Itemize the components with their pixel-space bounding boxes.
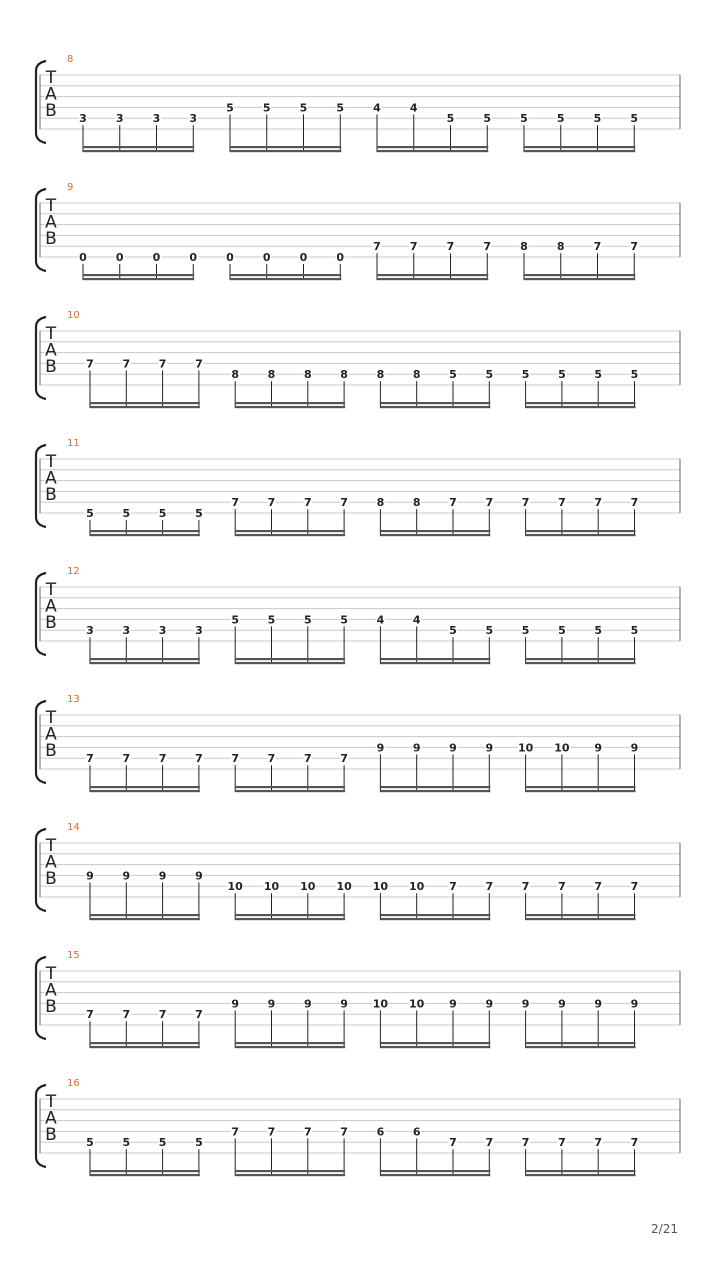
fret-number: 3: [152, 112, 161, 126]
fret-number: 5: [630, 368, 639, 382]
tab-system: [36, 310, 680, 408]
beam-secondary: [90, 406, 200, 408]
fret-number: 5: [340, 613, 348, 627]
beam-primary: [526, 658, 636, 660]
fret-number: 7: [558, 1136, 566, 1150]
fret-number: 8: [231, 368, 240, 382]
tab-clef-letter: T: [45, 964, 57, 984]
beam-primary: [380, 1170, 490, 1172]
fret-number: 4: [376, 613, 385, 627]
fret-number: 10: [409, 880, 425, 894]
measure-number: 8: [67, 54, 74, 65]
fret-number: 0: [152, 251, 161, 264]
fret-number: 8: [412, 368, 421, 382]
fret-number: 9: [485, 997, 494, 1011]
beam-primary: [526, 914, 636, 916]
fret-number: 9: [449, 741, 457, 755]
beam-primary: [235, 1042, 345, 1044]
fret-number: 10: [300, 880, 316, 894]
beam-secondary: [526, 1174, 636, 1176]
beam-secondary: [235, 662, 345, 664]
fret-number: 0: [336, 251, 345, 264]
beam-primary: [235, 786, 345, 788]
beam-primary: [235, 402, 345, 404]
fret-number: 9: [558, 997, 566, 1011]
fret-number: 5: [158, 507, 167, 520]
beam-secondary: [90, 918, 200, 920]
fret-number: 7: [409, 240, 418, 254]
beam-secondary: [526, 406, 636, 408]
beam-primary: [230, 146, 341, 148]
beam-primary: [90, 530, 200, 532]
fret-number: 10: [227, 880, 243, 894]
fret-number: 9: [303, 997, 312, 1011]
tab-clef-letter: B: [45, 869, 57, 889]
fret-number: 0: [299, 251, 308, 264]
fret-number: 7: [594, 1136, 603, 1150]
tab-clef-letter: B: [45, 741, 57, 761]
tab-clef-letter: A: [45, 212, 57, 233]
fret-number: 5: [594, 368, 603, 382]
beam-secondary: [230, 278, 341, 280]
fret-number: 5: [630, 112, 639, 126]
fret-number: 10: [263, 880, 280, 894]
beam-secondary: [90, 534, 200, 536]
beam-primary: [380, 402, 490, 404]
beam-primary: [90, 402, 200, 404]
fret-number: 8: [412, 496, 421, 510]
measure-number: 11: [67, 438, 80, 449]
beam-secondary: [235, 918, 345, 920]
tab-clef-letter: B: [45, 101, 57, 121]
fret-number: 8: [303, 368, 312, 382]
beam-primary: [526, 1042, 636, 1044]
fret-number: 5: [122, 507, 131, 520]
fret-number: 5: [483, 112, 492, 126]
fret-number: 9: [376, 741, 385, 755]
beam-secondary: [526, 918, 636, 920]
fret-number: 5: [299, 101, 308, 115]
fret-number: 5: [195, 1136, 203, 1150]
beam-primary: [90, 658, 200, 660]
fret-number: 5: [303, 613, 312, 627]
beam-primary: [526, 402, 636, 404]
beam-secondary: [235, 1174, 345, 1176]
fret-number: 7: [340, 496, 348, 510]
fret-number: 7: [373, 240, 381, 254]
beam-primary: [235, 1170, 345, 1172]
tab-clef-letter: T: [45, 68, 57, 88]
beam-primary: [90, 914, 200, 916]
beam-primary: [526, 530, 636, 532]
beam-secondary: [526, 662, 636, 664]
fret-number: 5: [226, 101, 234, 115]
beam-primary: [526, 1170, 636, 1172]
fret-number: 7: [231, 752, 240, 766]
beam-secondary: [90, 1046, 200, 1048]
fret-number: 9: [485, 741, 494, 755]
tab-clef-letter: A: [45, 468, 57, 489]
fret-number: 7: [86, 357, 94, 371]
beam-secondary: [83, 278, 194, 280]
beam-secondary: [526, 790, 636, 792]
fret-number: 5: [336, 101, 345, 115]
tab-clef-letter: T: [45, 324, 57, 344]
beam-secondary: [230, 150, 341, 152]
fret-number: 7: [449, 880, 457, 894]
fret-number: 9: [594, 997, 603, 1011]
fret-number: 0: [189, 251, 198, 264]
beam-secondary: [526, 534, 636, 536]
beam-primary: [235, 530, 345, 532]
beam-primary: [380, 914, 490, 916]
beam-secondary: [90, 662, 200, 664]
fret-number: 7: [558, 880, 566, 894]
beam-primary: [380, 1042, 490, 1044]
tab-system: [36, 566, 680, 664]
beam-primary: [524, 274, 635, 276]
beam-secondary: [83, 150, 194, 152]
fret-number: 9: [449, 997, 457, 1011]
fret-number: 5: [449, 368, 457, 382]
beam-primary: [377, 274, 488, 276]
beam-primary: [90, 786, 200, 788]
measure-number: 12: [67, 566, 80, 577]
fret-number: 10: [554, 741, 570, 755]
fret-number: 7: [521, 1136, 530, 1150]
fret-number: 5: [521, 368, 530, 382]
fret-number: 5: [485, 368, 494, 382]
fret-number: 3: [189, 112, 198, 126]
fret-number: 0: [262, 251, 271, 264]
tab-clef-letter: A: [45, 84, 57, 105]
beam-primary: [90, 1042, 200, 1044]
fret-number: 7: [630, 1136, 639, 1150]
fret-number: 7: [195, 752, 203, 766]
fret-number: 7: [594, 496, 603, 510]
page-number: 2/21: [651, 1222, 678, 1236]
tab-clef-letter: B: [45, 997, 57, 1017]
tab-clef-letter: A: [45, 980, 57, 1001]
fret-number: 7: [593, 240, 602, 254]
beam-secondary: [235, 534, 345, 536]
tab-clef-letter: A: [45, 724, 57, 745]
fret-number: 0: [79, 251, 87, 264]
fret-number: 7: [195, 1008, 203, 1022]
fret-number: 7: [158, 357, 167, 371]
fret-number: 7: [446, 240, 455, 254]
fret-number: 10: [372, 997, 389, 1011]
fret-number: 5: [449, 624, 457, 638]
fret-number: 5: [267, 613, 276, 627]
fret-number: 9: [340, 997, 348, 1011]
beam-primary: [524, 146, 635, 148]
fret-number: 7: [485, 496, 494, 510]
beam-primary: [90, 1170, 200, 1172]
tab-clef-letter: B: [45, 1125, 57, 1145]
fret-number: 5: [556, 112, 565, 126]
fret-number: 9: [195, 869, 203, 883]
fret-number: 9: [231, 997, 240, 1011]
fret-number: 9: [267, 997, 276, 1011]
fret-number: 3: [79, 112, 87, 126]
fret-number: 7: [231, 1125, 240, 1139]
fret-number: 5: [446, 112, 455, 126]
fret-number: 7: [303, 752, 312, 766]
fret-number: 7: [267, 496, 276, 510]
beam-secondary: [377, 278, 488, 280]
beam-primary: [83, 146, 194, 148]
measure-number: 13: [67, 694, 80, 705]
fret-number: 8: [376, 368, 385, 382]
fret-number: 9: [158, 869, 167, 883]
tab-system: [36, 182, 680, 280]
fret-number: 5: [521, 624, 530, 638]
tab-clef-letter: T: [45, 196, 57, 216]
fret-number: 5: [86, 1136, 94, 1150]
measure-number: 10: [67, 310, 80, 321]
fret-number: 8: [267, 368, 276, 382]
fret-number: 5: [86, 507, 94, 520]
beam-secondary: [380, 662, 490, 664]
tab-system: [36, 822, 680, 920]
fret-number: 3: [115, 112, 124, 126]
fret-number: 7: [521, 880, 530, 894]
fret-number: 7: [122, 357, 131, 371]
beam-secondary: [377, 150, 488, 152]
fret-number: 7: [86, 752, 94, 766]
beam-secondary: [524, 150, 635, 152]
tab-clef-letter: B: [45, 357, 57, 377]
fret-number: 7: [267, 1125, 276, 1139]
tab-clef-letter: B: [45, 613, 57, 633]
fret-number: 9: [630, 741, 639, 755]
tab-system: [36, 54, 680, 152]
fret-number: 5: [122, 1136, 131, 1150]
fret-number: 7: [449, 496, 457, 510]
fret-number: 7: [340, 1125, 348, 1139]
beam-primary: [230, 274, 341, 276]
beam-primary: [380, 658, 490, 660]
fret-number: 8: [556, 240, 565, 254]
fret-number: 7: [195, 357, 203, 371]
beam-primary: [380, 786, 490, 788]
tab-system: [36, 950, 680, 1048]
measure-number: 9: [67, 182, 74, 193]
fret-number: 7: [122, 1008, 131, 1022]
fret-number: 7: [630, 496, 639, 510]
fret-number: 5: [593, 112, 602, 126]
measure-number: 15: [67, 950, 80, 961]
fret-number: 7: [122, 752, 131, 766]
beam-secondary: [235, 406, 345, 408]
fret-number: 10: [409, 997, 425, 1011]
fret-number: 7: [483, 240, 492, 254]
tab-system: [36, 1078, 680, 1176]
tab-clef-letter: A: [45, 340, 57, 361]
fret-number: 10: [372, 880, 389, 894]
fret-number: 0: [115, 251, 124, 264]
beam-secondary: [235, 790, 345, 792]
tab-clef-letter: T: [45, 452, 57, 472]
beam-secondary: [235, 1046, 345, 1048]
beam-primary: [83, 274, 194, 276]
fret-number: 8: [376, 496, 385, 510]
tab-system: [36, 694, 680, 792]
fret-number: 7: [449, 1136, 457, 1150]
fret-number: 4: [409, 101, 418, 115]
fret-number: 0: [226, 251, 234, 264]
measure-number: 14: [67, 822, 80, 833]
tab-clef-letter: T: [45, 1092, 57, 1112]
fret-number: 3: [158, 624, 167, 638]
fret-number: 5: [630, 624, 639, 638]
fret-number: 5: [558, 368, 566, 382]
fret-number: 7: [158, 752, 167, 766]
beam-secondary: [380, 918, 490, 920]
fret-number: 3: [195, 624, 203, 638]
fret-number: 7: [630, 880, 639, 894]
beam-secondary: [526, 1046, 636, 1048]
fret-number: 10: [336, 880, 352, 894]
fret-number: 5: [520, 112, 528, 126]
fret-number: 6: [376, 1125, 385, 1139]
fret-number: 7: [303, 1125, 312, 1139]
beam-primary: [377, 146, 488, 148]
fret-number: 4: [412, 613, 421, 627]
fret-number: 5: [158, 1136, 167, 1150]
fret-number: 5: [558, 624, 566, 638]
tab-clef-letter: T: [45, 580, 57, 600]
beam-secondary: [380, 1046, 490, 1048]
fret-number: 7: [158, 1008, 167, 1022]
tab-clef-letter: A: [45, 852, 57, 873]
fret-number: 10: [517, 741, 534, 755]
fret-number: 8: [340, 368, 348, 382]
fret-number: 9: [521, 997, 530, 1011]
fret-number: 8: [520, 240, 528, 254]
fret-number: 9: [630, 997, 639, 1011]
fret-number: 7: [303, 496, 312, 510]
tab-clef-letter: A: [45, 1108, 57, 1129]
fret-number: 5: [594, 624, 603, 638]
tab-system: [36, 438, 680, 536]
beam-secondary: [380, 790, 490, 792]
fret-number: 5: [262, 101, 271, 115]
tab-clef-letter: A: [45, 596, 57, 617]
beam-secondary: [380, 534, 490, 536]
beam-primary: [235, 658, 345, 660]
fret-number: 7: [521, 496, 530, 510]
tab-clef-letter: T: [45, 836, 57, 856]
fret-number: 7: [267, 752, 276, 766]
fret-number: 9: [594, 741, 603, 755]
beam-primary: [380, 530, 490, 532]
fret-number: 9: [122, 869, 131, 883]
fret-number: 4: [373, 101, 381, 115]
fret-number: 7: [86, 1008, 94, 1022]
beam-primary: [235, 914, 345, 916]
fret-number: 9: [412, 741, 421, 755]
fret-number: 7: [594, 880, 603, 894]
fret-number: 7: [340, 752, 348, 766]
fret-number: 5: [231, 613, 240, 627]
beam-primary: [526, 786, 636, 788]
tab-clef-letter: B: [45, 485, 57, 505]
fret-number: 6: [412, 1125, 421, 1139]
fret-number: 3: [122, 624, 131, 638]
fret-number: 7: [485, 1136, 494, 1150]
fret-number: 7: [485, 880, 494, 894]
measure-number: 16: [67, 1078, 80, 1089]
beam-secondary: [380, 406, 490, 408]
beam-secondary: [90, 1174, 200, 1176]
fret-number: 5: [485, 624, 494, 638]
fret-number: 9: [86, 869, 94, 883]
tab-clef-letter: T: [45, 708, 57, 728]
fret-number: 7: [558, 496, 566, 510]
tab-clef-letter: B: [45, 229, 57, 249]
beam-secondary: [90, 790, 200, 792]
fret-number: 3: [86, 624, 94, 638]
beam-secondary: [524, 278, 635, 280]
fret-number: 7: [231, 496, 240, 510]
fret-number: 5: [195, 507, 203, 520]
beam-secondary: [380, 1174, 490, 1176]
fret-number: 7: [630, 240, 639, 254]
